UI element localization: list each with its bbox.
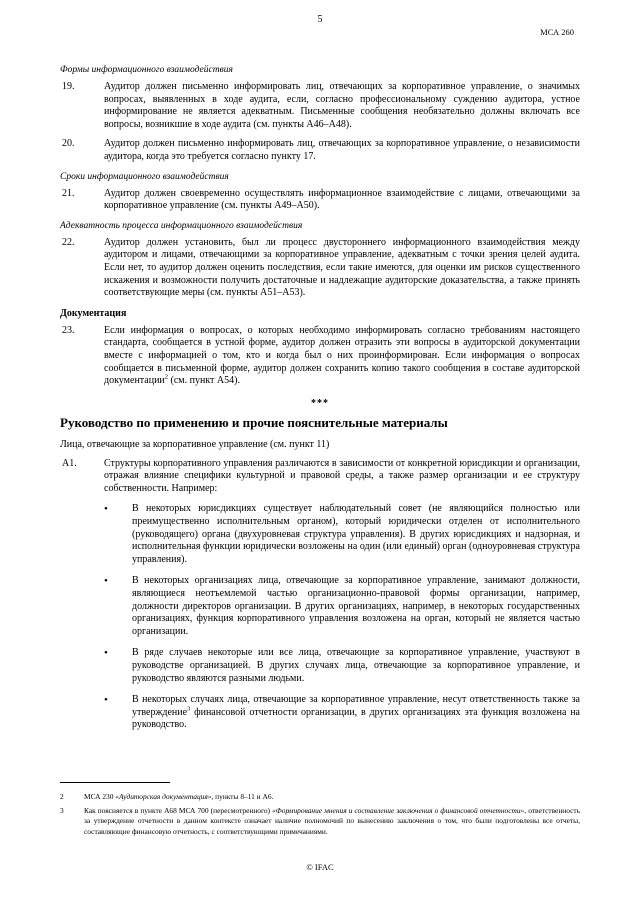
paragraph-number: 19. (62, 81, 75, 92)
paragraph-19 (60, 81, 580, 131)
footnote-number: 3 (60, 805, 64, 815)
footnote-text (84, 792, 580, 803)
bullet-item (60, 575, 580, 638)
main-content (60, 64, 580, 741)
paragraph-a1 (60, 458, 580, 496)
bullet-text (132, 694, 580, 732)
footnote-text-main: Как поясняется в пункте A68 МСА 700 (пересмотренного) (84, 805, 273, 815)
guidance-heading: Руководство по применению и прочие пояснительные материалы (60, 414, 448, 430)
paragraph-text: Аудитор должен установить, был ли процесс двустороннего информационного взаимодействия между аудитором и лицами, отвечающими за корпоративное управление, адекватным с точки зрения целей аудита. Если нет, то аудитор должен оценить последствия, если такие имеются, для оценки им рисков существенного искажения и возможности получить достаточные и надлежащие аудиторские доказательства, а также принять соответствующие меры (см. пункты A51–A53). (104, 236, 580, 299)
paragraph-21 (60, 188, 580, 213)
paragraph-number: 22. (62, 236, 75, 248)
footnote-3 (60, 806, 580, 838)
bullet-item (60, 647, 580, 685)
bullet-mark: • (104, 647, 108, 660)
footnote-italic: «Аудиторская документация» (115, 792, 212, 801)
copyright-footer: © IFAC (306, 862, 334, 872)
footnote-ref-3[interactable]: 3 (187, 705, 191, 713)
bullet-mark: • (104, 694, 108, 707)
paragraph-number: 23. (62, 324, 75, 336)
bullet-text-tail: финансовой отчетности организации, в других организациях эта функция возложена на руководство. (132, 706, 580, 731)
footnote-text-main: МСА 230 (84, 792, 116, 801)
footnote-2 (60, 792, 580, 803)
paragraph-text-tail: (см. пункт A54). (168, 375, 240, 387)
footnote-ref-2[interactable]: 2 (164, 373, 169, 381)
paragraph-23 (60, 325, 580, 388)
paragraph-text: Структуры корпоративного управления различаются в зависимости от конкретной юрисдикции и организации, отражая влияние специфики культурной и правовой среды, а также размер организации и ее структуру собственности. Например: (104, 457, 580, 494)
footnote-divider (60, 782, 170, 783)
footnote-text (84, 806, 580, 838)
paragraph-text: Аудитор должен письменно информировать лиц, отвечающих за корпоративное управление, о независимости аудитора, когда это требуется согласно пункту 17. (104, 138, 580, 162)
footnotes (60, 792, 580, 840)
footnote-text-tail: , ответственность за утверждение отчетности в данном контексте означает наличие полномочий по вынесению заключения о том, что были подготовлены все отчеты, составляющие финансовую отчетность, с соответствующими примечаниями. (84, 805, 581, 836)
section-separator: *** (311, 397, 329, 409)
bullet-text: В некоторых организациях лица, отвечающие за корпоративное управление, занимают должности, являющиеся неотъемлемой частью организационно-правовой формы организации, например, должности директоров организации. В других организациях, например, в некоторых государственных организациях, функция корпоративного управления возложена на орган, который не является частью организации. (132, 575, 580, 637)
paragraph-number: 21. (62, 187, 75, 199)
bullet-mark: • (104, 575, 108, 588)
paragraph-text (104, 325, 580, 388)
paragraph-text: Аудитор должен письменно информировать лиц, отвечающих за корпоративное управление, о значимых вопросах, выявленных в ходе аудита, если, согласно профессиональному суждению аудитора, устное информирование не является адекватным. Письменные сообщения необязательно должны включать все вопросы, возникшие в ходе аудита (см. пункты A46–A48). (104, 81, 580, 130)
bullet-item (60, 503, 580, 566)
paragraph-number: 20. (62, 138, 75, 150)
paragraph-number: A1. (62, 457, 77, 469)
standard-code: МСА 260 (540, 27, 574, 37)
page-number: 5 (317, 14, 323, 25)
guidance-subheading: Лица, отвечающие за корпоративное управление (см. пункт 11) (60, 438, 330, 450)
footnote-text-tail: , пункты 8–11 и A6. (211, 792, 274, 801)
bullet-item (60, 694, 580, 732)
paragraph-20 (60, 138, 580, 163)
paragraph-text: Аудитор должен своевременно осуществлять информационное взаимодействие с лицами, отвечающими за корпоративное управление (см. пункты A49–A50). (104, 187, 580, 212)
bullet-text-main: В некоторых случаях лица, отвечающие за корпоративное управление, несут ответственность также за утверждение (132, 694, 580, 718)
section-title-documentation: Документация (60, 307, 127, 319)
paragraph-text-main: Если информация о вопросах, о которых необходимо информировать согласно требованиям настоящего стандарта, сообщается в устной форме, аудитор должен отразить эти вопросы в аудиторской документации вместе с информацией о том, кто и когда был о них проинформирован. Если информация о вопросах сообщается в письменной форме, аудитор должен сохранить копию такого сообщения в составе аудиторской документации (104, 324, 580, 387)
bullet-mark: • (104, 503, 108, 516)
bullet-text: В ряде случаев некоторые или все лица, отвечающие за корпоративное управление, участвуют в руководстве организацией. В других случаях лица, отвечающие за корпоративное управление, и руководство являются разными людьми. (132, 647, 580, 684)
section-title-adequacy: Адекватность процесса информационного взаимодействия (60, 220, 303, 231)
bullet-text: В некоторых юрисдикциях существует наблюдательный совет (не являющийся полностью или преимущественно исполнительным органом), который юридически отделен от исполнительного (руководящего) органа (двухуровневая структура управления). В других юрисдикциях и надзорная, и исполнительная функции юридически возложены на один (или единый) орган (одноуровневая структура управления). (132, 503, 580, 565)
paragraph-22 (60, 237, 580, 300)
footnote-italic: «Формирование мнения и составление заключения о финансовой отчетности» (272, 805, 525, 815)
footnote-number: 2 (60, 792, 64, 801)
section-title-timing: Сроки информационного взаимодействия (60, 171, 229, 182)
section-title-forms: Формы информационного взаимодействия (60, 65, 233, 75)
